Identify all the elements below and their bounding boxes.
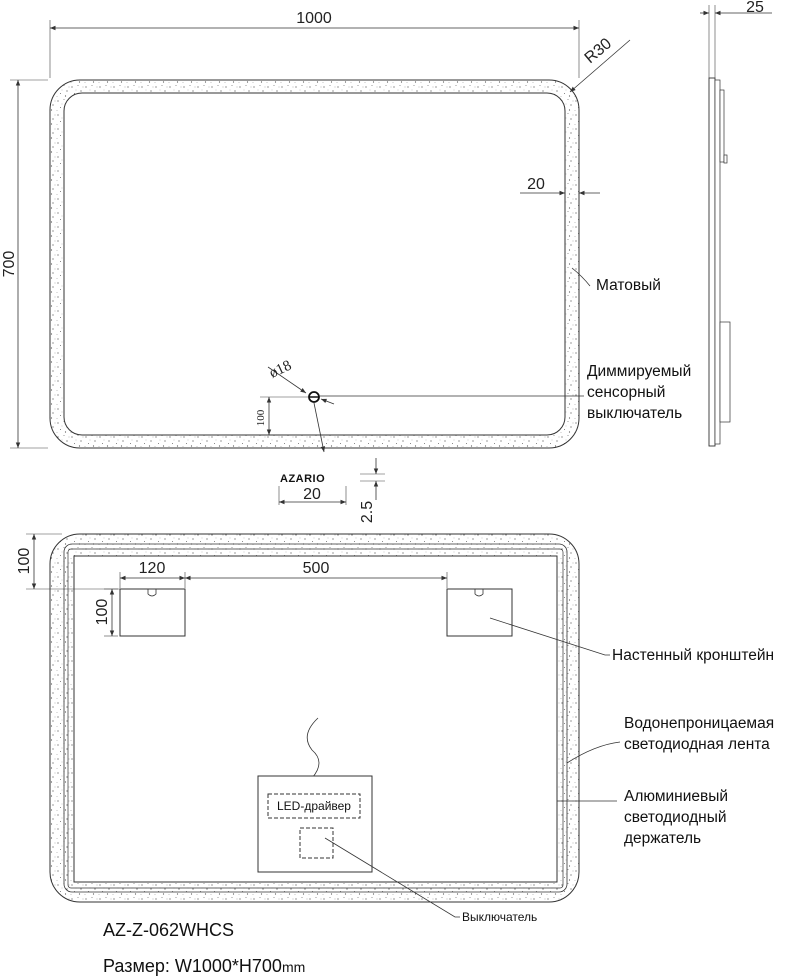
width-dim: 1000 bbox=[296, 10, 332, 27]
frosted-label: Матовый bbox=[596, 277, 661, 294]
logo-detail bbox=[279, 458, 385, 523]
logo-height-dim: 2.5 bbox=[359, 500, 376, 524]
front-view bbox=[1, 10, 691, 452]
bracket-label: Настенный кронштейн bbox=[612, 647, 775, 664]
led-strip-label-line2: светодиодная лента bbox=[624, 736, 770, 753]
holder-label-line3: держатель bbox=[624, 830, 702, 847]
switch-label-line3: выключатель bbox=[587, 405, 683, 422]
height-dim: 700 bbox=[1, 250, 18, 278]
driver-label: LED-драйвер bbox=[277, 799, 351, 813]
top-offset-dim: 100 bbox=[16, 547, 33, 575]
switch-offset-dim: 100 bbox=[255, 409, 267, 427]
logo-width-dim: 20 bbox=[303, 486, 321, 503]
product-info bbox=[103, 920, 305, 976]
azario-logo: AZARIO bbox=[280, 473, 326, 485]
depth-dim: 25 bbox=[746, 0, 764, 16]
model-number: AZ-Z-062WHCS bbox=[103, 920, 235, 940]
bracket-height-dim: 100 bbox=[94, 598, 111, 626]
switch-label-line2: сенсорный bbox=[587, 384, 666, 401]
holder-label-line1: Алюминиевый bbox=[624, 788, 729, 805]
switch-diameter-dim: ø18 bbox=[266, 357, 295, 382]
size-line: Размер: W1000*H700mm bbox=[103, 956, 306, 976]
led-strip-label-line1: Водонепроницаемая bbox=[624, 715, 775, 732]
holder-label-line2: светодиодный bbox=[624, 809, 727, 826]
bracket-width-dim: 120 bbox=[138, 560, 166, 577]
back-view bbox=[16, 534, 774, 924]
radius-dim: R30 bbox=[581, 35, 616, 68]
bracket-spacing-dim: 500 bbox=[302, 560, 330, 577]
border-dim: 20 bbox=[527, 176, 545, 193]
switch-label-back: Выключатель bbox=[462, 910, 538, 924]
switch-label-line1: Диммируемый bbox=[587, 363, 692, 380]
switch-box bbox=[300, 828, 333, 858]
side-view bbox=[700, 0, 772, 446]
